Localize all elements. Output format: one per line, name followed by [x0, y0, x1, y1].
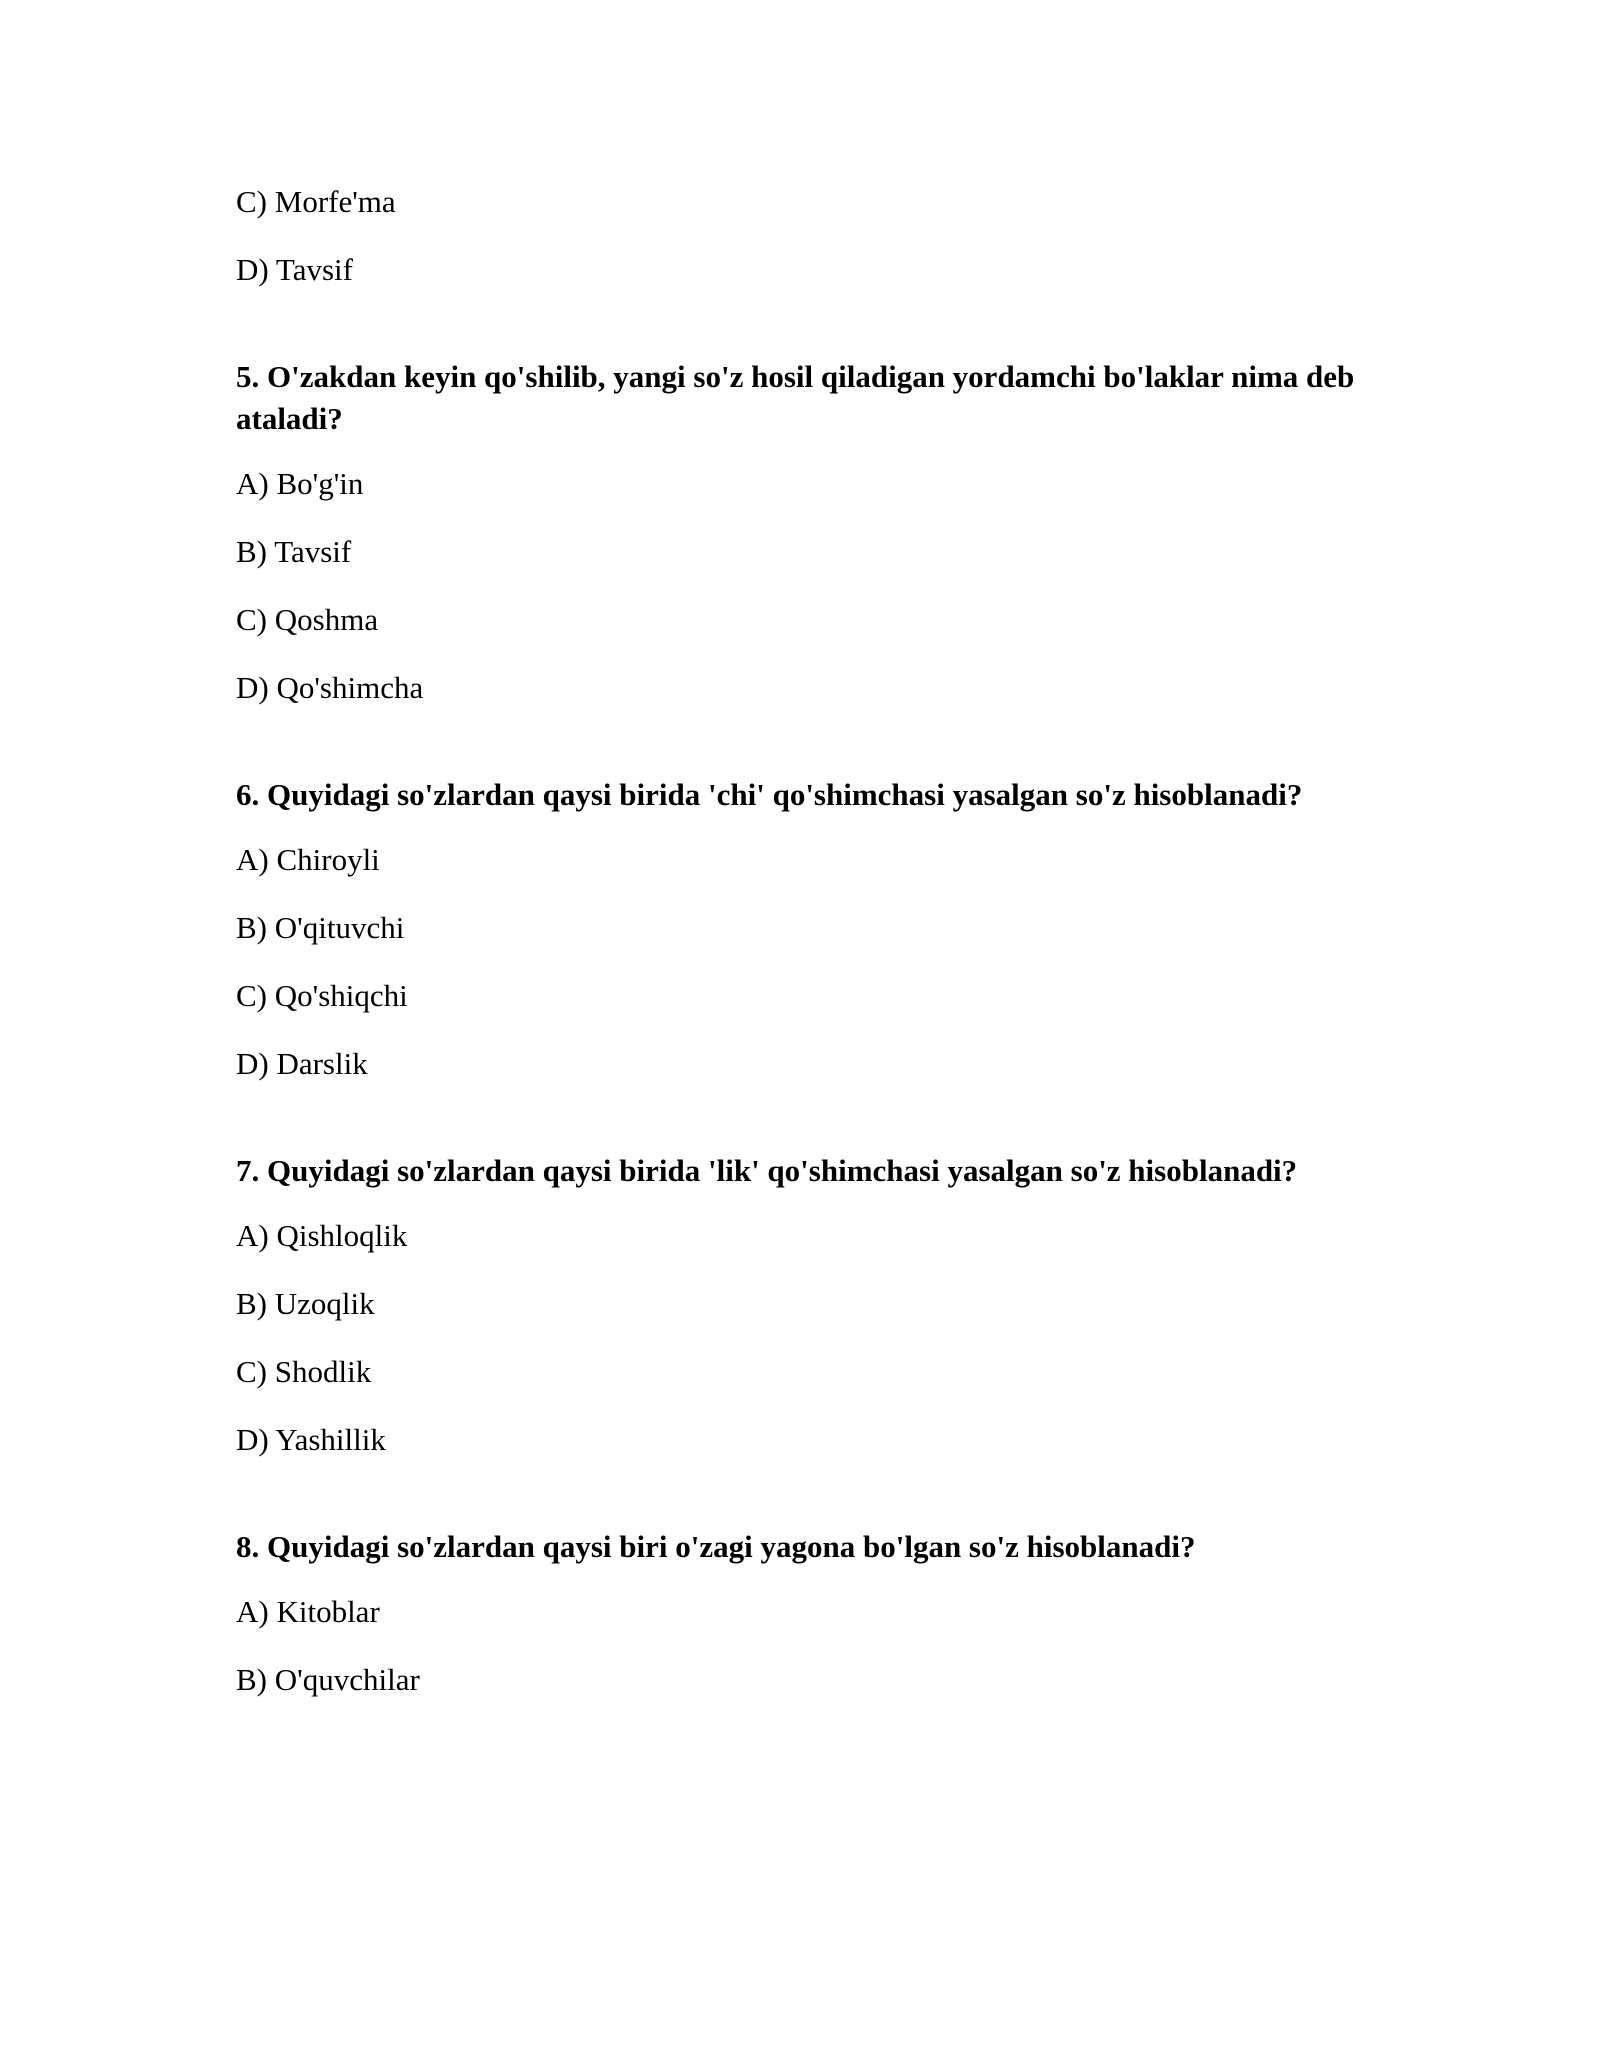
answer-option: C) Shodlik [236, 1354, 372, 1389]
answer-option: A) Bo'g'in [236, 466, 364, 501]
answer-option: D) Darslik [236, 1046, 368, 1081]
answer-option: B) Uzoqlik [236, 1286, 375, 1321]
answer-option: C) Morfe'ma [236, 184, 396, 219]
answer-option: B) O'qituvchi [236, 910, 405, 945]
answer-option: A) Kitoblar [236, 1594, 380, 1629]
answer-option: C) Qo'shiqchi [236, 978, 408, 1013]
answer-option: D) Qo'shimcha [236, 670, 424, 705]
answer-option: D) Yashillik [236, 1422, 386, 1457]
spacer [236, 320, 1386, 356]
answer-option: A) Qishloqlik [236, 1218, 408, 1253]
answer-option: D) Tavsif [236, 252, 353, 287]
quiz-content [236, 184, 1386, 1730]
answer-option: B) Tavsif [236, 534, 352, 569]
spacer [236, 1114, 1386, 1150]
answer-option: B) O'quvchilar [236, 1662, 420, 1697]
spacer [236, 1490, 1386, 1526]
question-title: 8. Quyidagi so'zlardan qaysi biri o'zagi yagona bo'lgan so'z hisoblanadi? [236, 1529, 1196, 1564]
answer-option: C) Qoshma [236, 602, 379, 637]
question-title: 6. Quyidagi so'zlardan qaysi birida 'chi' qo'shimchasi yasalgan so'z hisoblanadi? [236, 777, 1303, 812]
question-title: 5. O'zakdan keyin qo'shilib, yangi so'z hosil qiladigan yordamchi bo'laklar nima deb ataladi? [236, 359, 1355, 436]
answer-option: A) Chiroyli [236, 842, 380, 877]
question-title: 7. Quyidagi so'zlardan qaysi birida 'lik' qo'shimchasi yasalgan so'z hisoblanadi? [236, 1153, 1298, 1188]
spacer [236, 738, 1386, 774]
